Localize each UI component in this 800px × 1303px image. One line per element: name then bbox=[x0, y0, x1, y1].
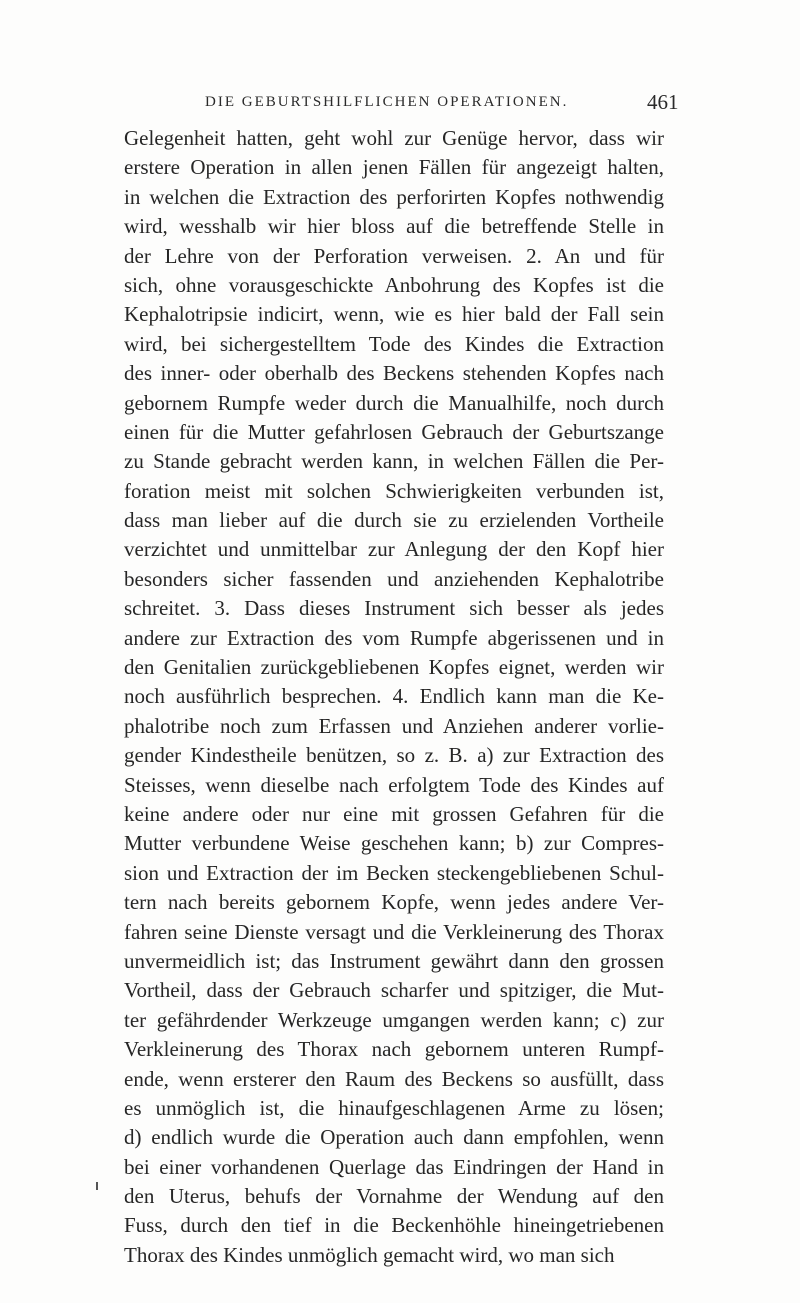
margin-mark bbox=[96, 1182, 98, 1190]
text-line: den Genitalien zurückgebliebenen Kopfes eignet, werden wir bbox=[124, 655, 664, 680]
text-line: andere zur Extraction des vom Rumpfe abgerissenen und in bbox=[124, 625, 664, 650]
text-line: tern nach bereits gebornem Kopfe, wenn jedes andere Ver- bbox=[124, 890, 664, 915]
text-line: foration meist mit solchen Schwierigkeiten verbunden ist, bbox=[124, 478, 664, 503]
running-header: DIE GEBURTSHILFLICHEN OPERATIONEN. bbox=[205, 94, 569, 110]
text-line: Kephalotripsie indicirt, wenn, wie es hier bald der Fall sein bbox=[124, 302, 664, 327]
text-line: noch ausführlich besprechen. 4. Endlich kann man die Ke- bbox=[124, 684, 664, 709]
text-line: den Uterus, behufs der Vornahme der Wendung auf den bbox=[124, 1184, 664, 1209]
text-line: besonders sicher fassenden und anziehenden Kephalotribe bbox=[124, 566, 664, 591]
text-line: Mutter verbundene Weise geschehen kann; b) zur Compres- bbox=[124, 831, 664, 856]
text-line: ter gefährdender Werkzeuge umgangen werden kann; c) zur bbox=[124, 1007, 664, 1032]
text-line: des inner- oder oberhalb des Beckens stehenden Kopfes nach bbox=[124, 361, 664, 386]
text-line: dass man lieber auf die durch sie zu erzielenden Vortheile bbox=[124, 508, 664, 533]
text-line: der Lehre von der Perforation verweisen. 2. An und für bbox=[124, 243, 664, 268]
body-text bbox=[124, 124, 664, 1270]
text-line: einen für die Mutter gefahrlosen Gebrauch der Geburtszange bbox=[124, 419, 664, 444]
text-line: phalotribe noch zum Erfassen und Anziehen anderer vorlie- bbox=[124, 713, 664, 738]
text-line: gebornem Rumpfe weder durch die Manualhilfe, noch durch bbox=[124, 390, 664, 415]
text-line: fahren seine Dienste versagt und die Verkleinerung des Thorax bbox=[124, 919, 664, 944]
text-line: wird, wesshalb wir hier bloss auf die betreffende Stelle in bbox=[124, 214, 664, 239]
text-line: in welchen die Extraction des perforirten Kopfes nothwendig bbox=[124, 184, 664, 209]
text-line: sion und Extraction der im Becken steckengebliebenen Schul- bbox=[124, 860, 664, 885]
text-line: es unmöglich ist, die hinaufgeschlagenen Arme zu lösen; bbox=[124, 1095, 664, 1120]
text-line: zu Stande gebracht werden kann, in welchen Fällen die Per- bbox=[124, 449, 664, 474]
text-line: gender Kindestheile benützen, so z. B. a) zur Extraction des bbox=[124, 743, 664, 768]
text-line: erstere Operation in allen jenen Fällen für angezeigt halten, bbox=[124, 155, 664, 180]
text-line: d) endlich wurde die Operation auch dann empfohlen, wenn bbox=[124, 1125, 664, 1150]
text-line: keine andere oder nur eine mit grossen Gefahren für die bbox=[124, 801, 664, 826]
text-line: sich, ohne vorausgeschickte Anbohrung des Kopfes ist die bbox=[124, 272, 664, 297]
text-line: Steisses, wenn dieselbe nach erfolgtem Tode des Kindes auf bbox=[124, 772, 664, 797]
text-line: ende, wenn ersterer den Raum des Beckens so ausfüllt, dass bbox=[124, 1066, 664, 1091]
text-line: Gelegenheit hatten, geht wohl zur Genüge hervor, dass wir bbox=[124, 126, 664, 150]
page-number: 461 bbox=[647, 90, 679, 114]
text-line: schreitet. 3. Dass dieses Instrument sich besser als jedes bbox=[124, 596, 664, 621]
text-line: bei einer vorhandenen Querlage das Eindringen der Hand in bbox=[124, 1154, 664, 1179]
text-line: Fuss, durch den tief in die Beckenhöhle hineingetriebenen bbox=[124, 1213, 664, 1238]
text-line: Vortheil, dass der Gebrauch scharfer und spitziger, die Mut- bbox=[124, 978, 664, 1003]
text-line: wird, bei sichergestelltem Tode des Kindes die Extraction bbox=[124, 331, 664, 356]
text-line: Thorax des Kindes unmöglich gemacht wird, wo man sich bbox=[124, 1242, 615, 1267]
text-line: verzichtet und unmittelbar zur Anlegung der den Kopf hier bbox=[124, 537, 664, 562]
text-line: unvermeidlich ist; das Instrument gewährt dann den grossen bbox=[124, 948, 664, 973]
text-line: Verkleinerung des Thorax nach gebornem unteren Rumpf- bbox=[124, 1037, 664, 1062]
